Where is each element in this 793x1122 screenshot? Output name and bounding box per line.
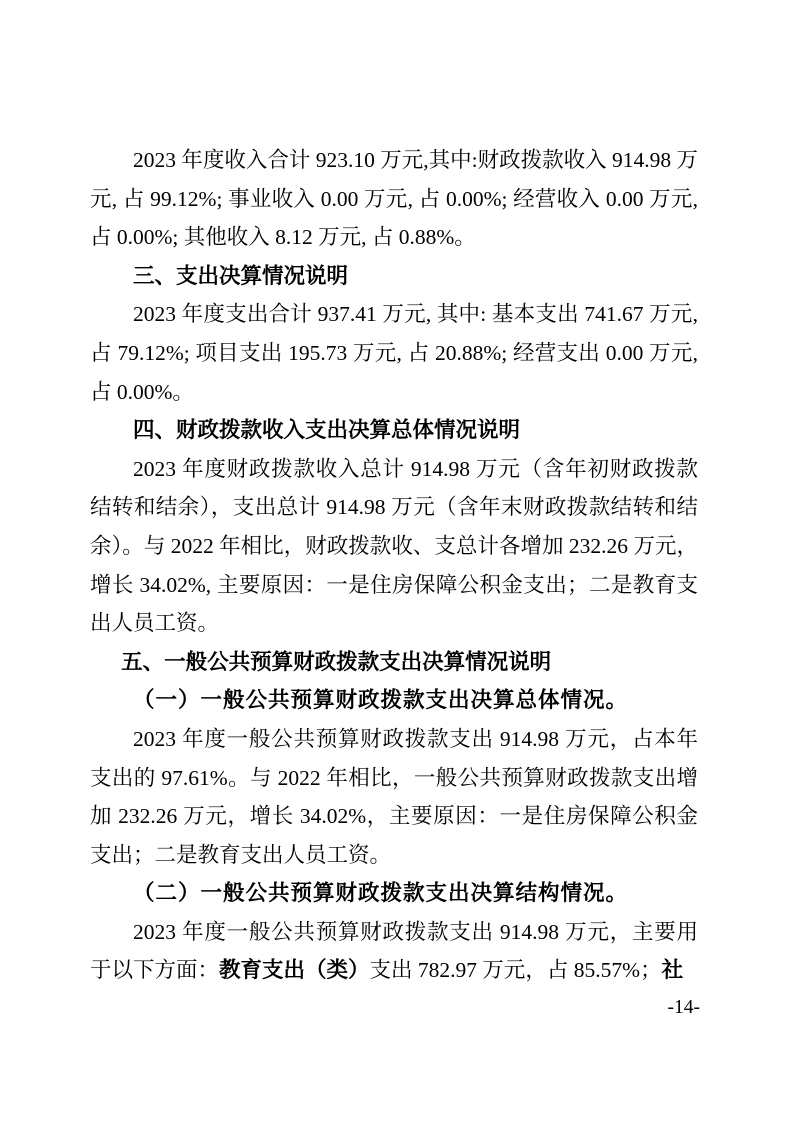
paragraph-fiscal-appropriation: 2023 年度财政拨款收入总计 914.98 万元（含年初财政拨款结转和结余），支出总计 914.98 万元（含年末财政拨款结转和结余）。与 2022 年相比，财政拨款收、支总计各增加 232.26 万元，增长 34.02%, 主要原因：一是住房保障公积金支出；二是教育支出人员工资。 <box>90 456 698 636</box>
document-body <box>90 141 698 990</box>
heading-section-4-fiscal-appropriation: 四、财政拨款收入支出决算总体情况说明 <box>133 418 521 443</box>
page-number: -14- <box>667 997 700 1018</box>
subheading-5-1-overall-situation: （一）一般公共预算财政拨款支出决算总体情况。 <box>133 688 629 713</box>
heading-section-5-general-budget: 五、一般公共预算财政拨款支出决算情况说明 <box>121 649 552 674</box>
paragraph-expenditure-summary: 2023 年度支出合计 937.41 万元, 其中: 基本支出 741.67 万元, 占 79.12%; 项目支出 195.73 万元, 占 20.88%; 经营支出 0.00 万元, 占 0.00%。 <box>90 302 698 404</box>
structure-education-category-bold: 教育支出（类） <box>219 958 370 983</box>
paragraph-general-budget-total: 2023 年度一般公共预算财政拨款支出 914.98 万元，占本年支出的 97.61%。与 2022 年相比，一般公共预算财政拨款支出增加 232.26 万元，增长 34.02%，主要原因：一是住房保障公积金支出；二是教育支出人员工资。 <box>90 726 698 867</box>
paragraph-expenditure-structure <box>90 913 698 990</box>
structure-social-bold: 社 <box>661 958 684 983</box>
structure-lead-text: 2023 年度一般公共预算财政拨款支出 914.98 万元，主要用于以下方面： <box>90 919 698 983</box>
subheading-5-2-structure-situation: （二）一般公共预算财政拨款支出决算结构情况。 <box>133 881 629 906</box>
heading-section-3-expenditure: 三、支出决算情况说明 <box>133 263 349 288</box>
structure-education-detail-text: 支出 782.97 万元，占 85.57%； <box>369 958 662 983</box>
paragraph-income-summary: 2023 年度收入合计 923.10 万元,其中:财政拨款收入 914.98 万元, 占 99.12%; 事业收入 0.00 万元, 占 0.00%; 经营收入 0.00 万元, 占 0.00%; 其他收入 8.12 万元, 占 0.88%。 <box>90 148 698 250</box>
